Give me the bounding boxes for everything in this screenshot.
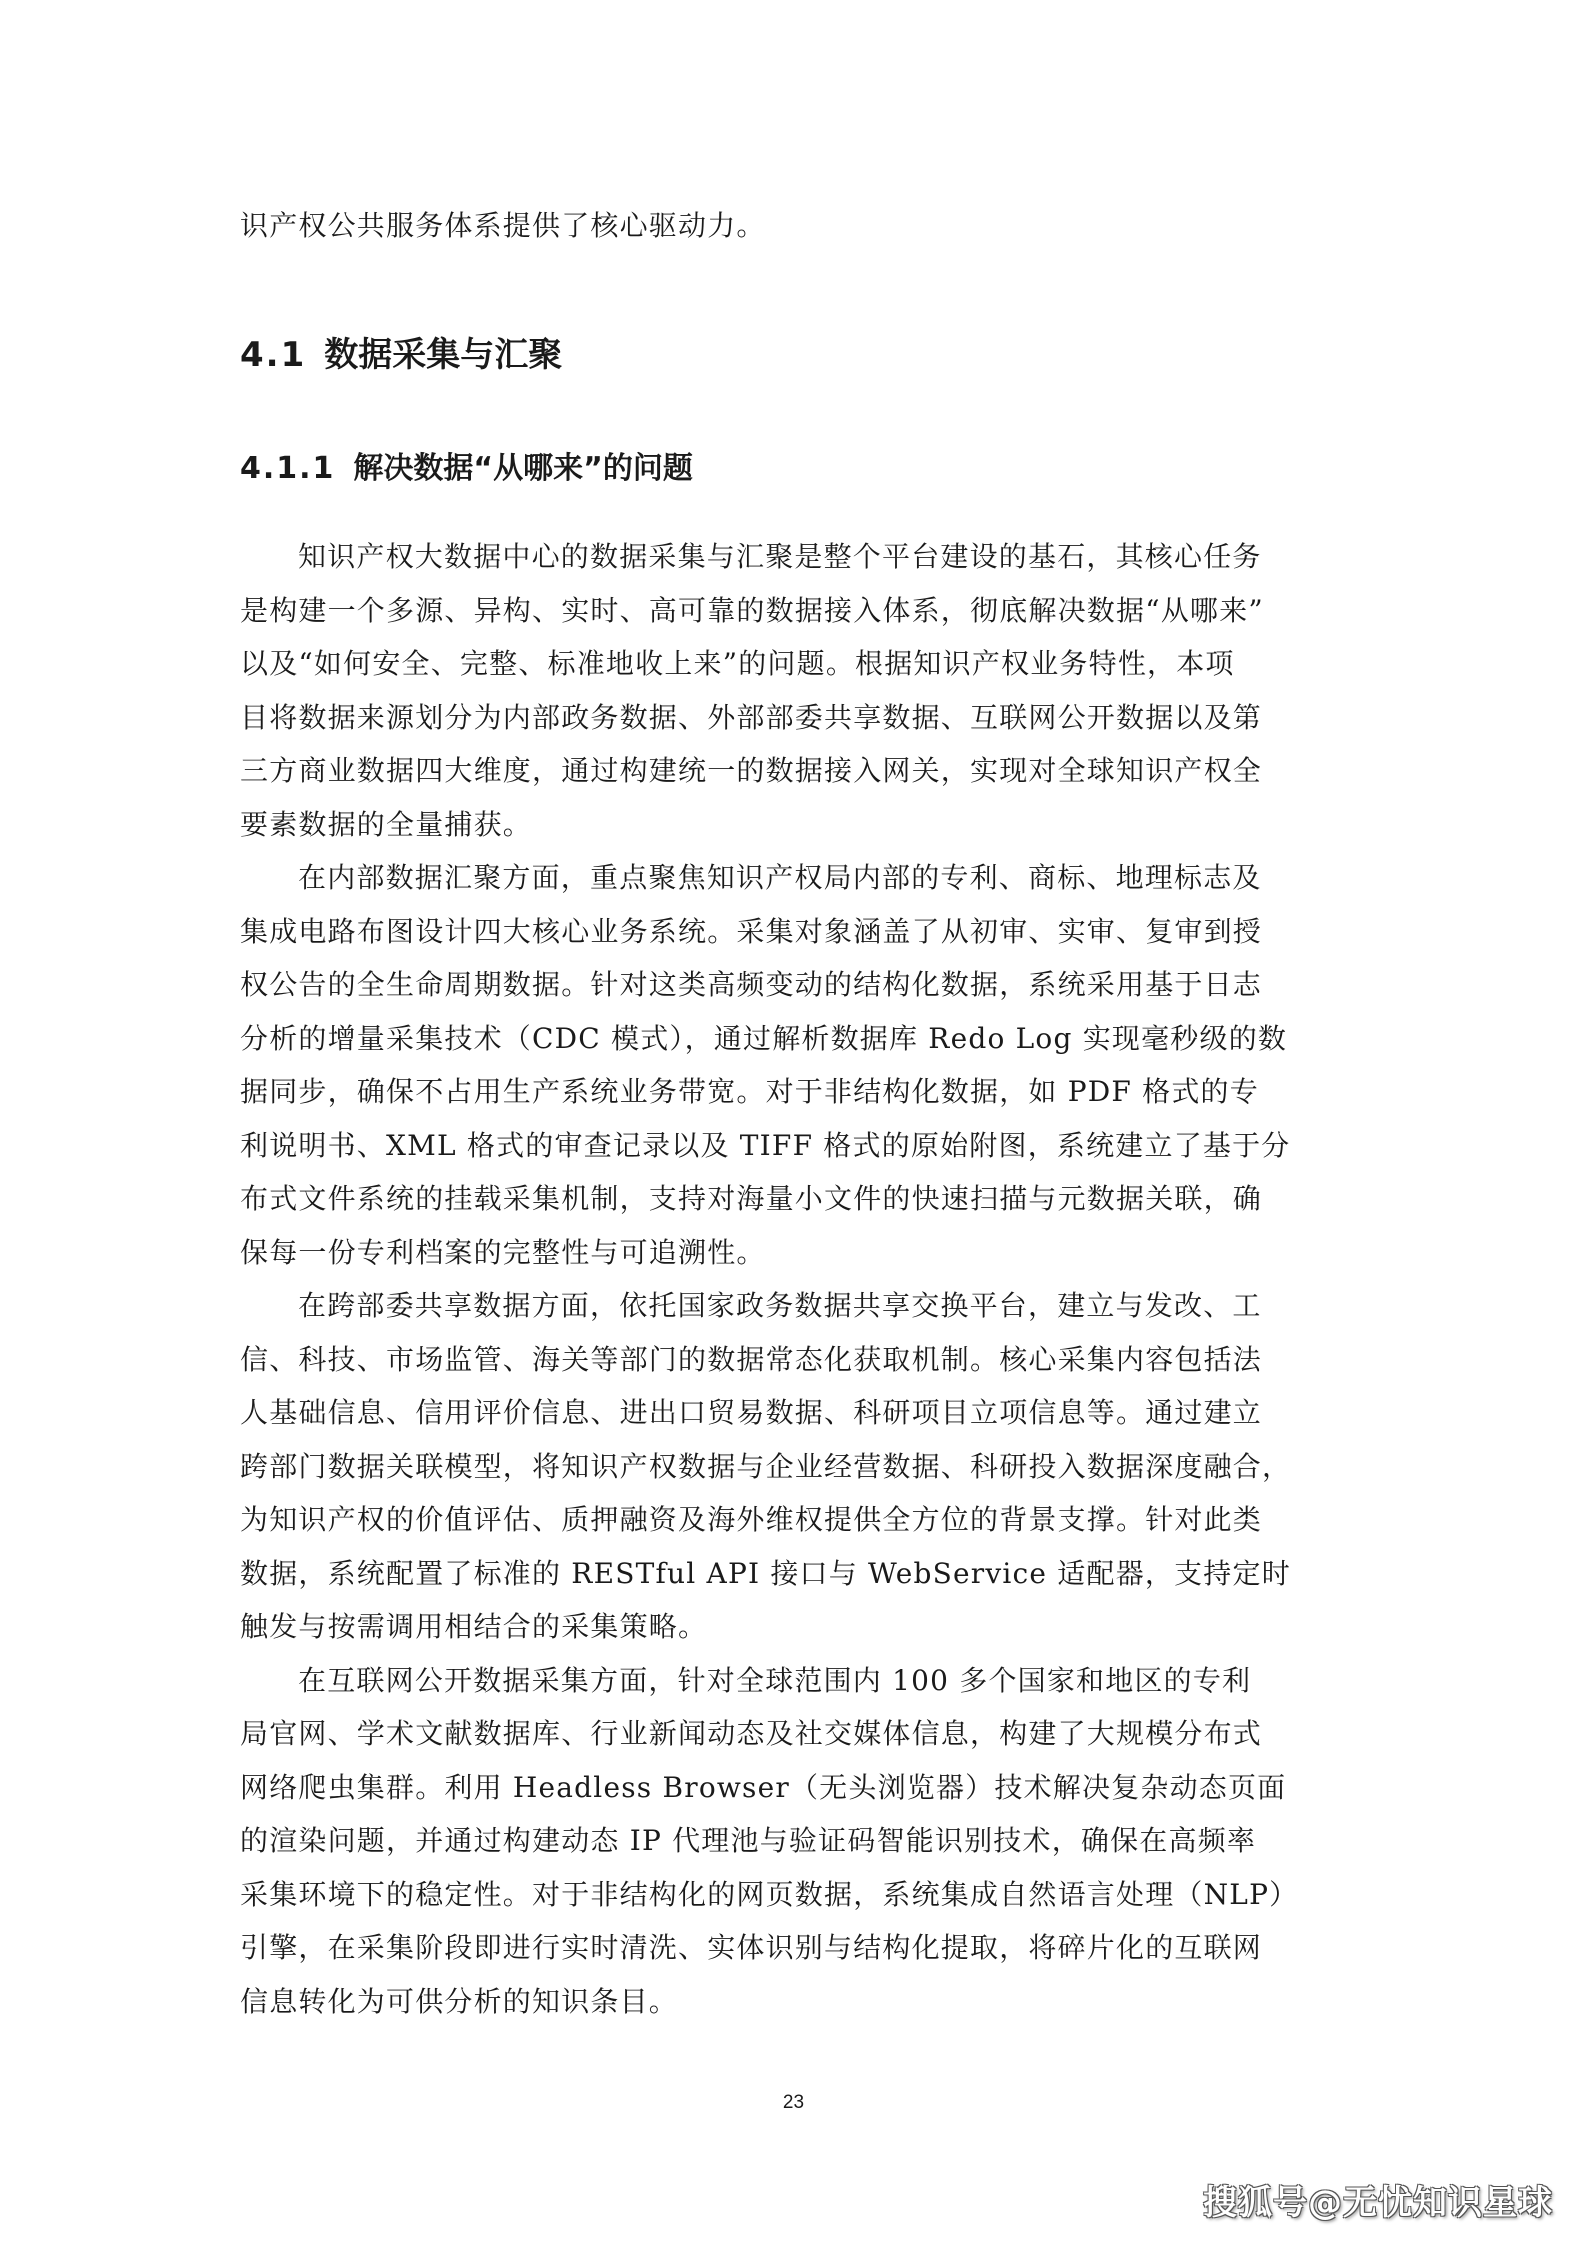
text-line: 是构建一个多源、异构、实时、高可靠的数据接入体系，彻底解决数据“从哪来” [240, 593, 1264, 627]
text-line: 集成电路布图设计四大核心业务系统。采集对象涵盖了从初审、实审、复审到授 [240, 914, 1263, 948]
page-number: 23 [782, 2092, 805, 2113]
text-line: 信息转化为可供分析的知识条目。 [240, 1984, 679, 2018]
text-line: 目将数据来源划分为内部政务数据、外部部委共享数据、互联网公开数据以及第 [240, 700, 1263, 734]
text-line: 分析的增量采集技术（CDC 模式），通过解析数据库 Redo Log 实现毫秒级的数 [240, 1021, 1288, 1055]
text-line: 的渲染问题，并通过构建动态 IP 代理池与验证码智能识别技术，确保在高频率 [240, 1824, 1257, 1857]
text-line: 在内部数据汇聚方面，重点聚焦知识产权局内部的专利、商标、地理标志及 [298, 861, 1262, 894]
paragraph-4 [240, 1654, 1360, 2029]
text-line: 局官网、学术文献数据库、行业新闻动态及社交媒体信息，构建了大规模分布式 [240, 1717, 1263, 1750]
subsection-title: 解决数据“从哪来”的问题 [353, 451, 693, 486]
section-number: 4.1 [240, 335, 307, 375]
subsection-number: 4.1.1 [240, 451, 336, 486]
text-line: 知识产权大数据中心的数据采集与汇聚是整个平台建设的基石，其核心任务 [298, 540, 1262, 573]
section-heading [240, 327, 562, 376]
text-line: 人基础信息、信用评价信息、进出口贸易数据、科研项目立项信息等。通过建立 [240, 1396, 1263, 1429]
paragraph-2 [240, 851, 1360, 1279]
section-title: 数据采集与汇聚 [324, 335, 563, 375]
text-line: 要素数据的全量捕获。 [240, 807, 533, 841]
text-line: 跨部门数据关联模型，将知识产权数据与企业经营数据、科研投入数据深度融合， [240, 1449, 1292, 1483]
paragraph-1 [240, 530, 1360, 851]
text-line: 网络爬虫集群。利用 Headless Browser（无头浏览器）技术解决复杂动态页面 [240, 1770, 1287, 1804]
text-line: 触发与按需调用相结合的采集策略。 [240, 1610, 708, 1643]
text-line: 在互联网公开数据采集方面，针对全球范围内 100 多个国家和地区的专利 [298, 1663, 1252, 1697]
paragraph-3 [240, 1279, 1360, 1654]
intro-text-line: 识产权公共服务体系提供了核心驱动力。 [240, 209, 766, 242]
text-line: 数据，系统配置了标准的 RESTful API 接口与 WebService 适配器，支持定时 [240, 1556, 1291, 1590]
subsection-heading [240, 443, 693, 487]
text-line: 三方商业数据四大维度，通过构建统一的数据接入网关，实现对全球知识产权全 [240, 754, 1263, 787]
text-line: 利说明书、XML 格式的审查记录以及 TIFF 格式的原始附图，系统建立了基于分 [240, 1128, 1291, 1162]
text-line: 布式文件系统的挂载采集机制，支持对海量小文件的快速扫描与元数据关联，确 [240, 1182, 1263, 1215]
text-line: 为知识产权的价值评估、质押融资及海外维权提供全方位的背景支撑。针对此类 [240, 1503, 1263, 1536]
text-line: 据同步，确保不占用生产系统业务带宽。对于非结构化数据，如 PDF 格式的专 [240, 1075, 1259, 1108]
text-line: 保每一份专利档案的完整性与可追溯性。 [240, 1235, 766, 1269]
text-line: 引擎，在采集阶段即进行实时清洗、实体识别与结构化提取，将碎片化的互联网 [240, 1931, 1263, 1964]
watermark: 搜狐号@无忧知识星球 [1203, 2183, 1553, 2223]
text-line: 采集环境下的稳定性。对于非结构化的网页数据，系统集成自然语言处理（NLP） [240, 1877, 1299, 1911]
text-line: 以及“如何安全、完整、标准地收上来”的问题。根据知识产权业务特性，本项 [240, 647, 1235, 680]
text-line: 权公告的全生命周期数据。针对这类高频变动的结构化数据，系统采用基于日志 [240, 968, 1263, 1001]
body-text [240, 530, 1360, 2028]
text-line: 在跨部委共享数据方面，依托国家政务数据共享交换平台，建立与发改、工 [298, 1289, 1262, 1322]
text-line: 信、科技、市场监管、海关等部门的数据常态化获取机制。核心采集内容包括法 [240, 1342, 1263, 1376]
